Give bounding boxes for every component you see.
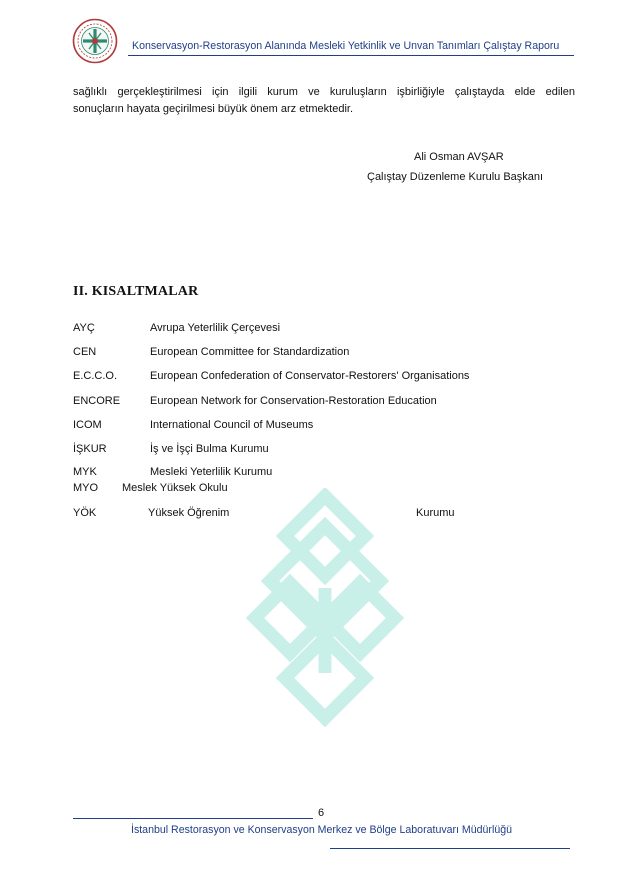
footer-divider-top bbox=[73, 818, 313, 819]
header-title: Konservasyon-Restorasyon Alanında Mesleki Yetkinlik ve Unvan Tanımları Çalıştay Raporu bbox=[132, 40, 560, 52]
header-divider bbox=[128, 55, 574, 56]
signature-name: Ali Osman AVŞAR bbox=[414, 151, 504, 163]
abbr-code: İŞKUR bbox=[73, 443, 107, 455]
abbr-meaning: International Council of Museums bbox=[150, 419, 314, 431]
abbr-meaning: Meslek Yüksek Okulu bbox=[122, 482, 228, 494]
abbr-code: E.C.C.O. bbox=[73, 370, 118, 382]
abbr-meaning: European Network for Conservation-Restoration Education bbox=[150, 395, 437, 407]
abbr-meaning: European Confederation of Conservator-Restorers' Organisations bbox=[150, 370, 470, 382]
abbr-meaning: European Committee for Standardization bbox=[150, 346, 350, 358]
paragraph-line-2: sonuçların hayata geçirilmesi büyük önem arz etmektedir. bbox=[73, 103, 354, 115]
abbr-code: MYK bbox=[73, 466, 97, 478]
abbr-meaning-continued: Kurumu bbox=[416, 507, 455, 519]
footer-title: İstanbul Restorasyon ve Konservasyon Merkez ve Bölge Laboratuvarı Müdürlüğü bbox=[131, 824, 512, 836]
abbr-code: ICOM bbox=[73, 419, 102, 431]
footer-divider-bottom bbox=[330, 848, 570, 849]
abbr-meaning: İş ve İşçi Bulma Kurumu bbox=[150, 443, 269, 455]
section-title: II. KISALTMALAR bbox=[73, 284, 199, 299]
abbr-code: MYO bbox=[73, 482, 99, 494]
paragraph-line-1: sağlıklı gerçekleştirilmesi için ilgili kurum ve kuruluşların işbirliğiyle çalıştayda elde edilen bbox=[73, 86, 575, 98]
abbr-code: CEN bbox=[73, 346, 97, 358]
abbr-meaning: Mesleki Yeterlilik Kurumu bbox=[150, 466, 273, 478]
abbr-meaning: Avrupa Yeterlilik Çerçevesi bbox=[150, 322, 281, 334]
abbr-code: AYÇ bbox=[73, 322, 95, 334]
knot-ornament-watermark-icon bbox=[240, 488, 410, 728]
abbr-code: YÖK bbox=[73, 507, 97, 519]
abbr-meaning: Yüksek Öğrenim bbox=[148, 507, 230, 519]
abbr-code: ENCORE bbox=[73, 395, 121, 407]
page-number: 6 bbox=[318, 807, 325, 819]
institution-seal-icon bbox=[72, 18, 118, 64]
signature-role: Çalıştay Düzenleme Kurulu Başkanı bbox=[367, 171, 544, 183]
closing-paragraph bbox=[73, 84, 575, 118]
